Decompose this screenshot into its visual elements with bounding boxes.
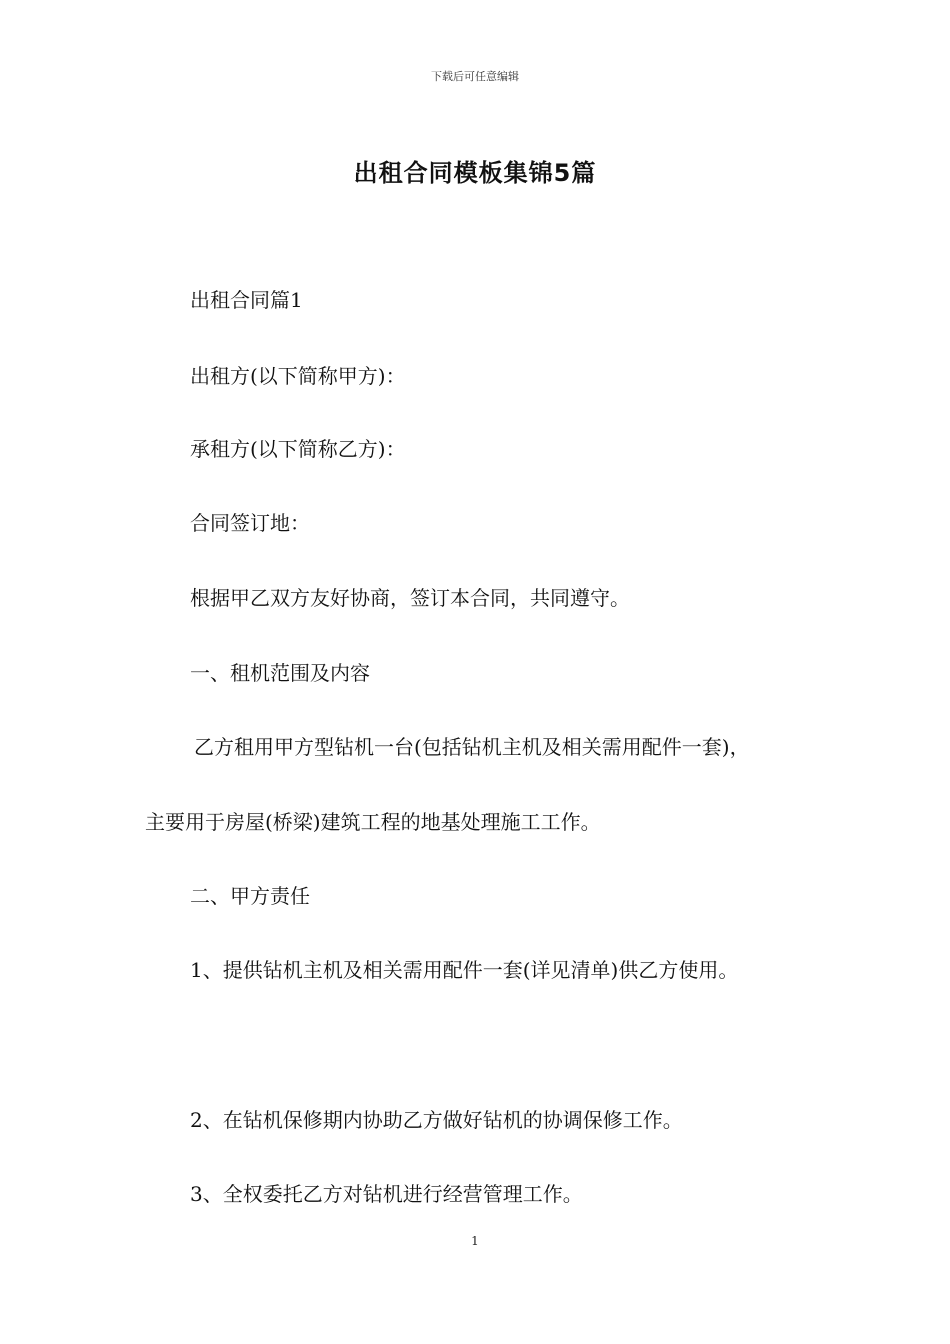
page-number: 1 bbox=[471, 1234, 479, 1248]
paragraph-lessor: 出租方(以下简称甲方)： bbox=[190, 364, 406, 388]
section-heading: 出租合同篇1 bbox=[190, 288, 303, 312]
clause-heading-1: 一、租机范围及内容 bbox=[190, 661, 370, 685]
paragraph-scope-line1: 乙方租用甲方型钻机一台(包括钻机主机及相关需用配件一套)， bbox=[194, 735, 750, 759]
list-item: 2、在钻机保修期内协助乙方做好钻机的协调保修工作。 bbox=[190, 1108, 683, 1132]
paragraph-lessee: 承租方(以下简称乙方)： bbox=[190, 437, 406, 461]
list-item: 3、全权委托乙方对钻机进行经营管理工作。 bbox=[190, 1182, 583, 1206]
list-item: 1、提供钻机主机及相关需用配件一套(详见清单)供乙方使用。 bbox=[190, 958, 739, 982]
header-note: 下载后可任意编辑 bbox=[431, 70, 519, 83]
document-title: 出租合同模板集锦5篇 bbox=[353, 159, 597, 187]
paragraph-scope-line2: 主要用于房屋(桥梁)建筑工程的地基处理施工工作。 bbox=[145, 810, 601, 834]
clause-heading-2: 二、甲方责任 bbox=[190, 884, 310, 908]
paragraph-intro: 根据甲乙双方友好协商，签订本合同，共同遵守。 bbox=[190, 586, 630, 610]
paragraph-sign-place: 合同签订地： bbox=[190, 511, 310, 535]
